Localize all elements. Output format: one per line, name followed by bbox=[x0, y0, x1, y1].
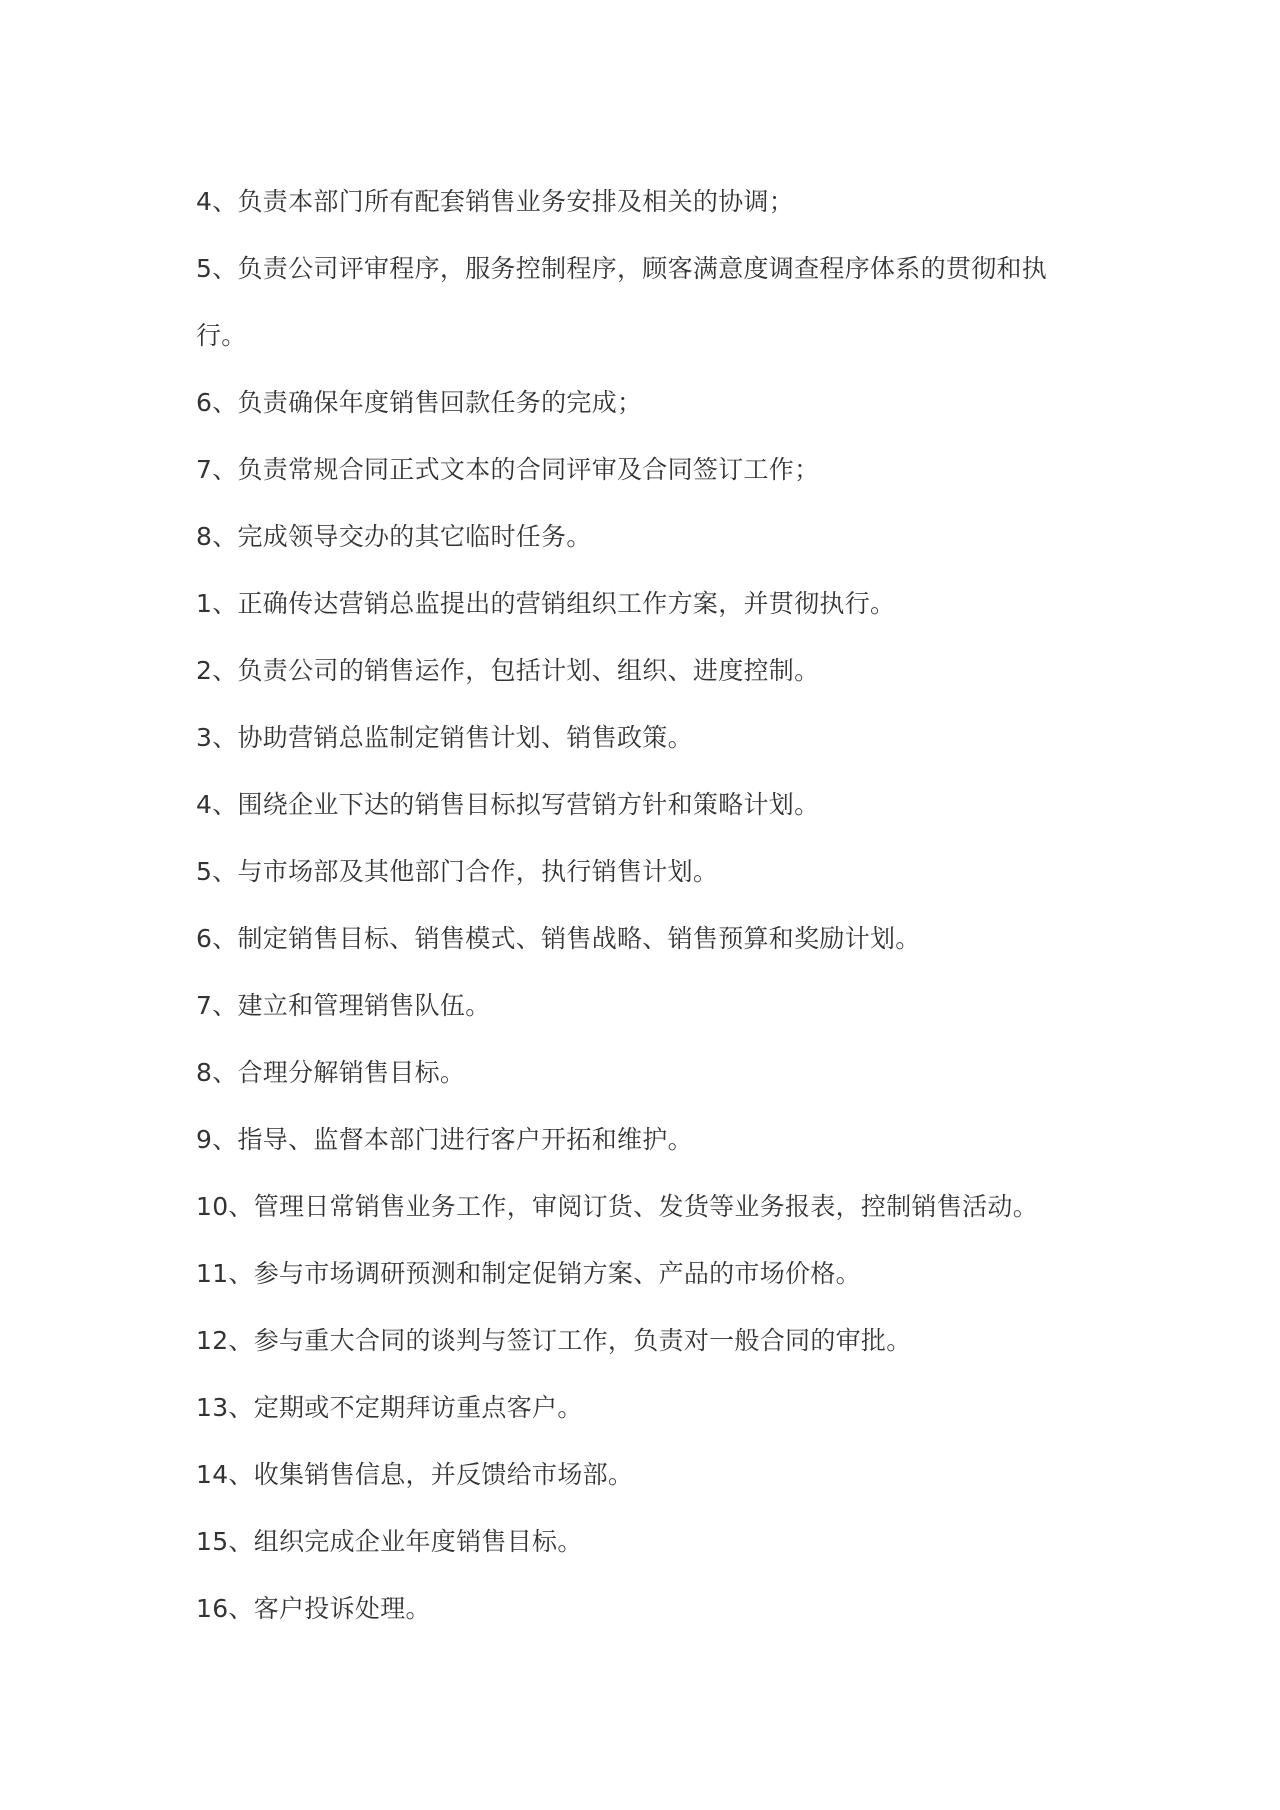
paragraph: 7、建立和管理销售队伍。 bbox=[196, 991, 491, 1020]
paragraph: 11、参与市场调研预测和制定促销方案、产品的市场价格。 bbox=[196, 1259, 861, 1288]
paragraph: 14、收集销售信息，并反馈给市场部。 bbox=[196, 1460, 634, 1489]
paragraph: 4、负责本部门所有配套销售业务安排及相关的协调； bbox=[196, 187, 795, 216]
paragraph: 9、指导、监督本部门进行客户开拓和维护。 bbox=[196, 1125, 693, 1154]
document-body bbox=[196, 168, 1096, 1642]
paragraph: 8、合理分解销售目标。 bbox=[196, 1058, 466, 1087]
paragraph: 6、负责确保年度销售回款任务的完成； bbox=[196, 388, 643, 417]
paragraph: 7、负责常规合同正式文本的合同评审及合同签订工作； bbox=[196, 455, 820, 484]
paragraph: 15、组织完成企业年度销售目标。 bbox=[196, 1527, 583, 1556]
paragraph: 5、负责公司评审程序，服务控制程序，顾客满意度调查程序体系的贯彻和执行。 bbox=[196, 254, 1048, 350]
paragraph: 10、管理日常销售业务工作，审阅订货、发货等业务报表，控制销售活动。 bbox=[196, 1192, 1039, 1221]
paragraph: 12、参与重大合同的谈判与签订工作，负责对一般合同的审批。 bbox=[196, 1326, 912, 1355]
paragraph: 1、正确传达营销总监提出的营销组织工作方案，并贯彻执行。 bbox=[196, 589, 896, 618]
paragraph: 4、围绕企业下达的销售目标拟写营销方针和策略计划。 bbox=[196, 790, 820, 819]
paragraph: 6、制定销售目标、销售模式、销售战略、销售预算和奖励计划。 bbox=[196, 924, 921, 953]
paragraph: 8、完成领导交办的其它临时任务。 bbox=[196, 522, 592, 551]
paragraph: 3、协助营销总监制定销售计划、销售政策。 bbox=[196, 723, 693, 752]
paragraph: 5、与市场部及其他部门合作，执行销售计划。 bbox=[196, 857, 719, 886]
paragraph: 2、负责公司的销售运作，包括计划、组织、进度控制。 bbox=[196, 656, 820, 685]
paragraph: 13、定期或不定期拜访重点客户。 bbox=[196, 1393, 583, 1422]
paragraph: 16、客户投诉处理。 bbox=[196, 1594, 431, 1623]
